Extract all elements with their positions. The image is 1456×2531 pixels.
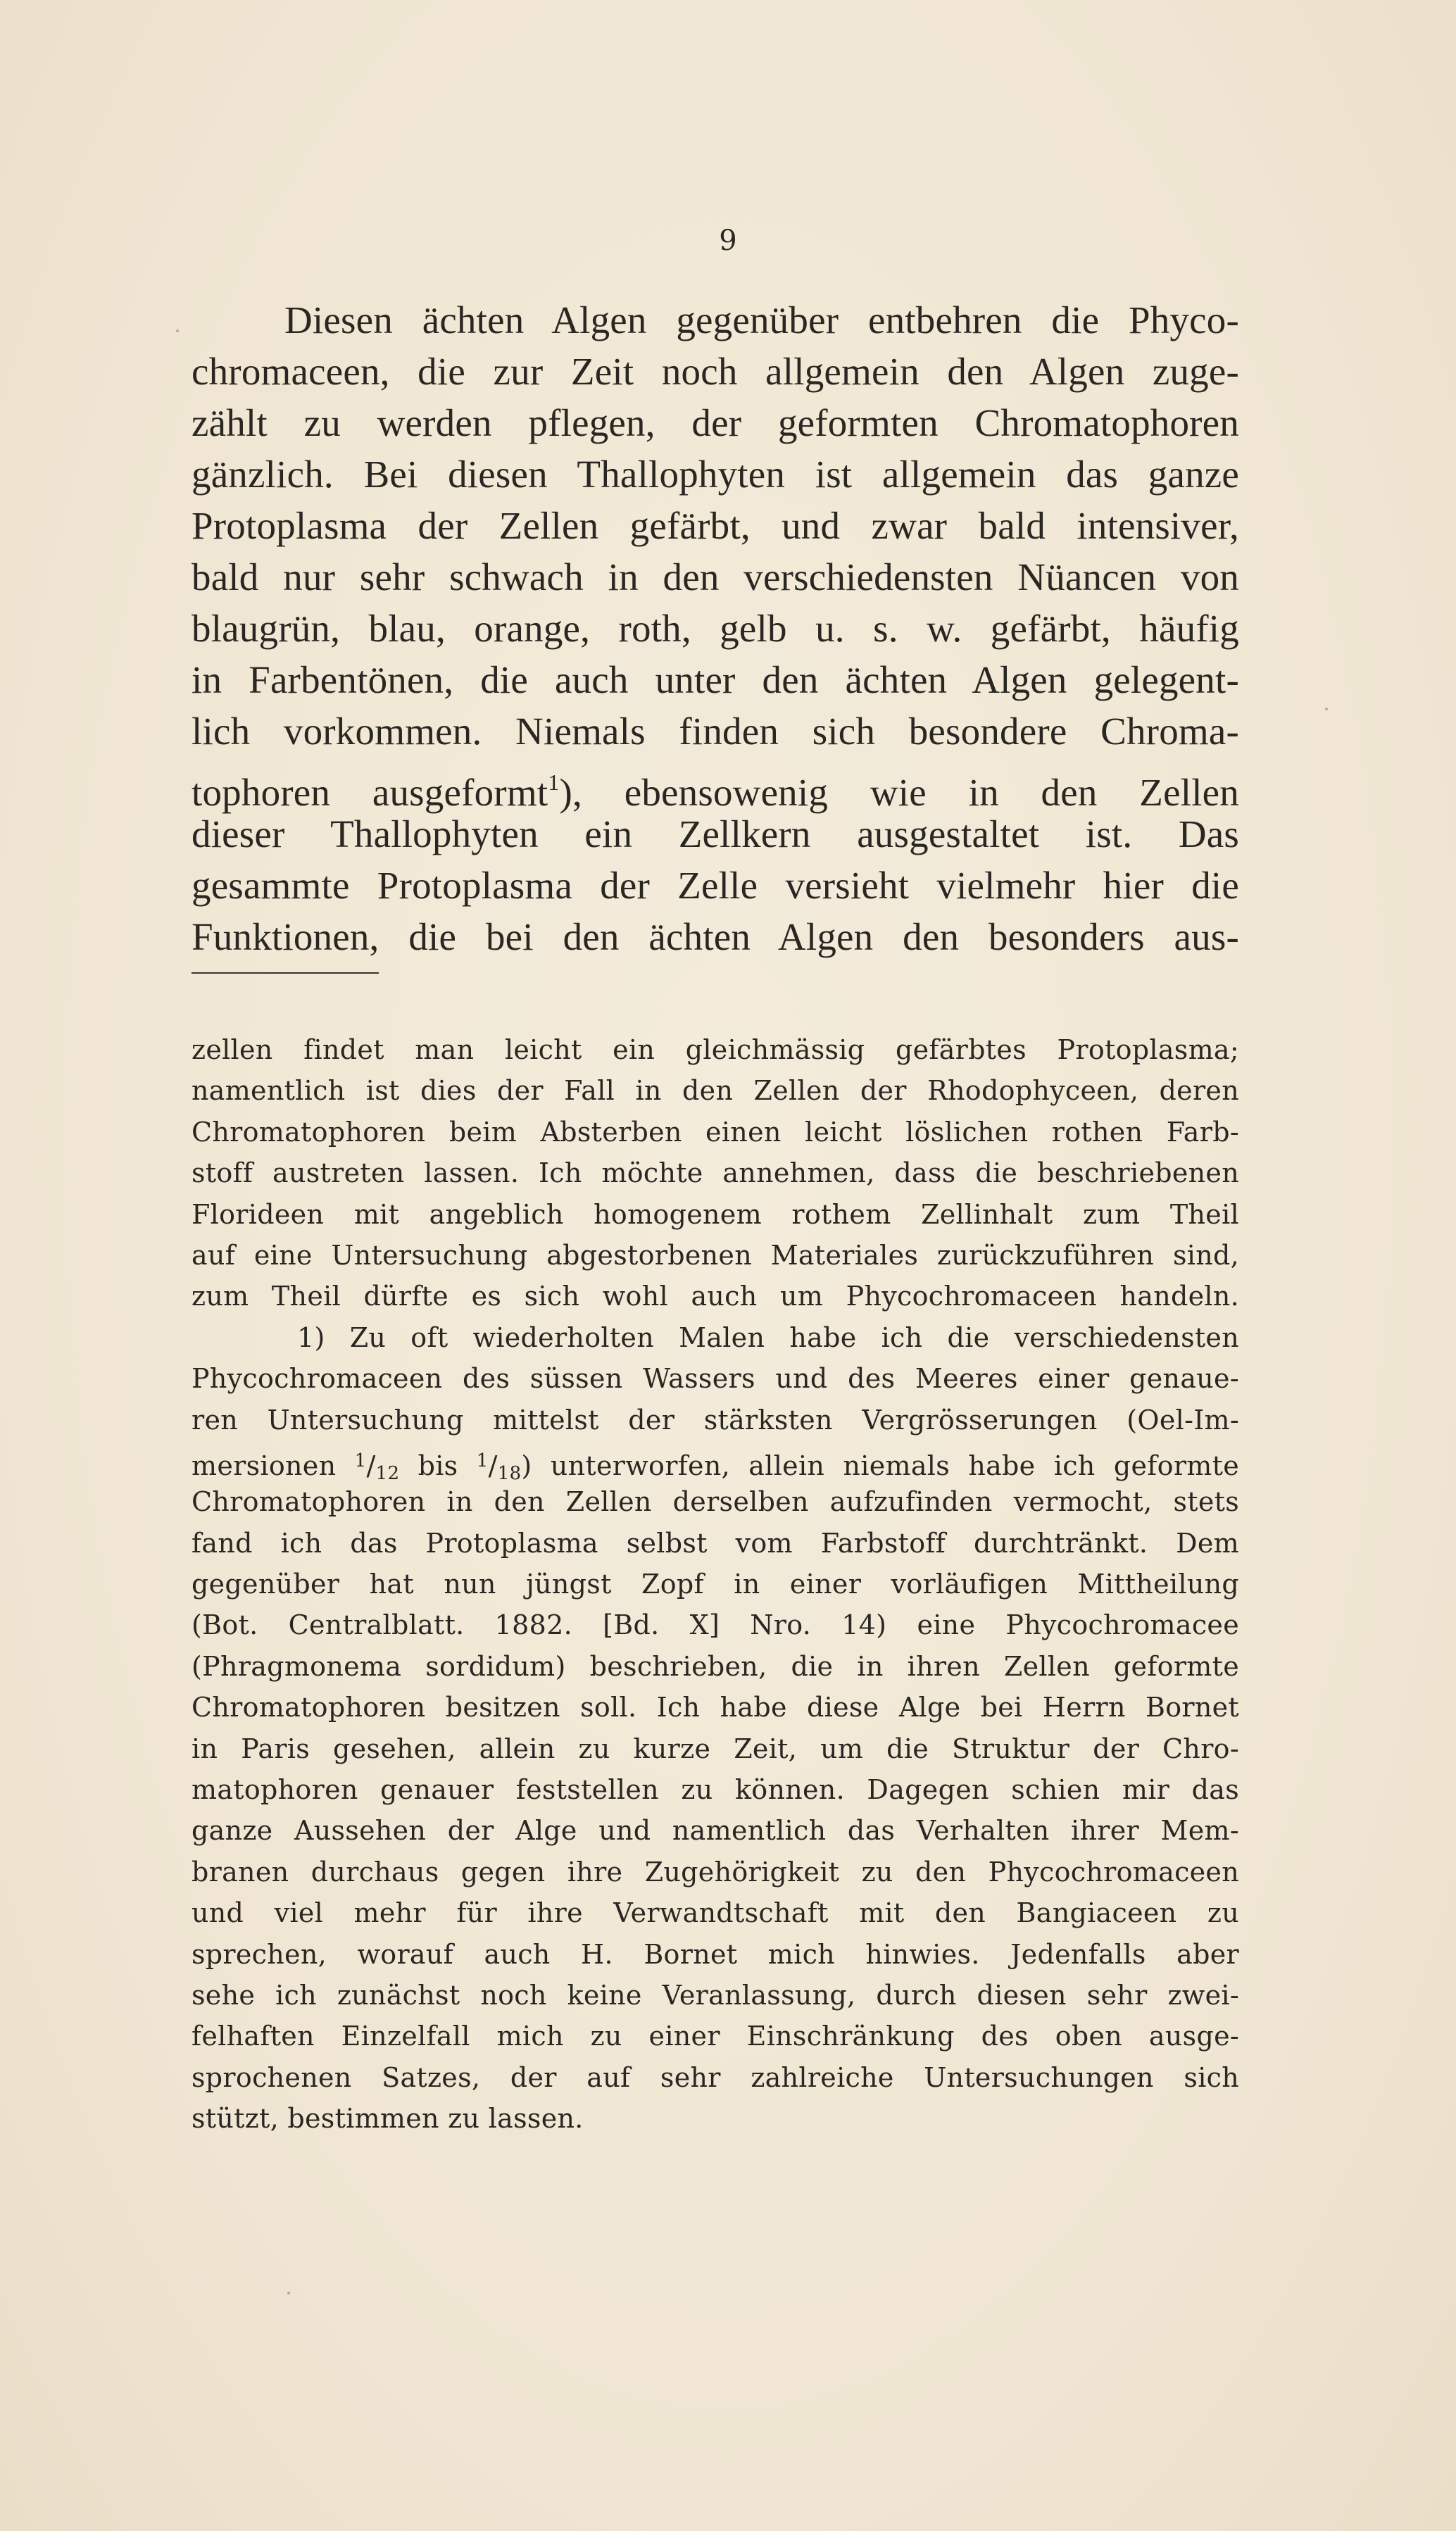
- text-line: gänzlich. Bei diesen Thallophyten ist allgemein das ganze: [192, 453, 1239, 496]
- text-line: bald nur sehr schwach in den verschiedensten Nüancen von: [192, 555, 1239, 598]
- text-segment: ) unterworfen, allein niemals habe ich geformte: [521, 1450, 1239, 1481]
- footnote-separator: [192, 972, 379, 974]
- footnote-1-line: in Paris gesehen, allein zu kurze Zeit, um die Struktur der Chro-: [192, 1733, 1239, 1764]
- text-line: lich vorkommen. Niemals finden sich besondere Chroma-: [192, 710, 1239, 753]
- footnote-1-line: Chromatophoren besitzen soll. Ich habe diese Alge bei Herrn Bornet: [192, 1692, 1239, 1723]
- text-line-with-footnote-ref: [192, 757, 1239, 814]
- footnotes-block: [192, 1029, 1239, 2140]
- footnote-1-line: stützt, bestimmen zu lassen.: [192, 2103, 584, 2135]
- footnote-line: namentlich ist dies der Fall in den Zellen der Rhodophyceen, deren: [192, 1075, 1239, 1107]
- footnote-line: stoff austreten lassen. Ich möchte annehmen, dass die beschriebenen: [192, 1157, 1239, 1189]
- text-line: chromaceen, die zur Zeit noch allgemein den Algen zuge-: [192, 350, 1239, 393]
- text-segment: tophoren ausgeformt: [192, 771, 548, 814]
- footnote-1-line: (Bot. Centralblatt. 1882. [Bd. X] Nro. 14) eine Phycochromacee: [192, 1609, 1239, 1641]
- footnote-1-line: und viel mehr für ihre Verwandtschaft mit den Bangiaceen zu: [192, 1897, 1239, 1929]
- footnote-1-line: fand ich das Protoplasma selbst vom Farbstoff durchtränkt. Dem: [192, 1527, 1239, 1559]
- text-segment: mersionen: [192, 1450, 355, 1481]
- footnote-line: Chromatophoren beim Absterben einen leicht löslichen rothen Farb-: [192, 1116, 1239, 1148]
- footnote-1-line: sprochenen Satzes, der auf sehr zahlreiche Untersuchungen sich: [192, 2061, 1239, 2093]
- footnote-1-line: gegenüber hat nun jüngst Zopf in einer vorläufigen Mittheilung: [192, 1569, 1239, 1600]
- footnote-1-line: (Phragmonema sordidum) beschrieben, die in ihren Zellen geformte: [192, 1650, 1239, 1682]
- footnote-1-line: matophoren genauer feststellen zu können. Dagegen schien mir das: [192, 1774, 1239, 1806]
- paper-speck: [287, 2292, 290, 2294]
- footnote-line: Florideen mit angeblich homogenem rothem Zellinhalt zum Theil: [192, 1198, 1239, 1230]
- text-line: blaugrün, blau, orange, roth, gelb u. s. w. gefärbt, häufig: [192, 607, 1239, 650]
- page-number: 9: [719, 225, 737, 257]
- footnote-1-line: ren Untersuchung mittelst der stärksten Vergrösserungen (Oel-Im-: [192, 1404, 1239, 1436]
- footnote-1-line: 1) Zu oft wiederholten Malen habe ich die verschiedensten: [297, 1321, 1239, 1353]
- text-segment: ), ebensowenig wie in den Zellen: [559, 771, 1239, 814]
- footnote-1-line: branen durchaus gegen ihre Zugehörigkeit zu den Phycochromaceen: [192, 1856, 1239, 1888]
- footnote-1-line: ganze Aussehen der Alge und namentlich das Verhalten ihrer Mem-: [192, 1815, 1239, 1847]
- footnote-1-line: sehe ich zunächst noch keine Veranlassung, durch diesen sehr zwei-: [192, 1979, 1239, 2011]
- footnote-1-line: Phycochromaceen des süssen Wassers und des Meeres einer genaue-: [192, 1363, 1239, 1395]
- text-line: Funktionen, die bei den ächten Algen den besonders aus-: [192, 915, 1239, 958]
- text-line: Protoplasma der Zellen gefärbt, und zwar bald intensiver,: [192, 504, 1239, 547]
- footnote-1-line: Chromatophoren in den Zellen derselben aufzufinden vermocht, stets: [192, 1486, 1239, 1518]
- footnote-line: zum Theil dürfte es sich wohl auch um Phycochromaceen handeln.: [192, 1281, 1239, 1312]
- paper-speck: [176, 329, 179, 332]
- main-paragraph: [192, 294, 1239, 962]
- fraction-one-eighteenth: $^1$/18: [476, 1450, 522, 1484]
- footnote-line: zellen findet man leicht ein gleichmässig gefärbtes Protoplasma;: [192, 1034, 1239, 1065]
- fraction-one-twelfth: $^1$/12: [354, 1450, 400, 1484]
- text-line: gesammte Protoplasma der Zelle versieht vielmehr hier die: [192, 864, 1239, 907]
- text-line: zählt zu werden pflegen, der geformten Chromatophoren: [192, 401, 1239, 444]
- text-line: Diesen ächten Algen gegenüber entbehren die Phyco-: [284, 299, 1239, 341]
- footnote-marker: 1: [548, 770, 560, 795]
- footnote-line: auf eine Untersuchung abgestorbenen Materiales zurückzuführen sind,: [192, 1239, 1239, 1271]
- text-line: dieser Thallophyten ein Zellkern ausgestaltet ist. Das: [192, 812, 1239, 855]
- footnote-1-line-with-fractions: [192, 1440, 1239, 1484]
- footnote-1-line: sprechen, worauf auch H. Bornet mich hinwies. Jedenfalls aber: [192, 1938, 1239, 1970]
- paper-speck: [1325, 708, 1328, 710]
- text-line: in Farbentönen, die auch unter den ächten Algen gelegent-: [192, 658, 1239, 701]
- text-segment: bis: [399, 1450, 477, 1481]
- footnote-1-line: felhaften Einzelfall mich zu einer Einschränkung des oben ausge-: [192, 2021, 1239, 2052]
